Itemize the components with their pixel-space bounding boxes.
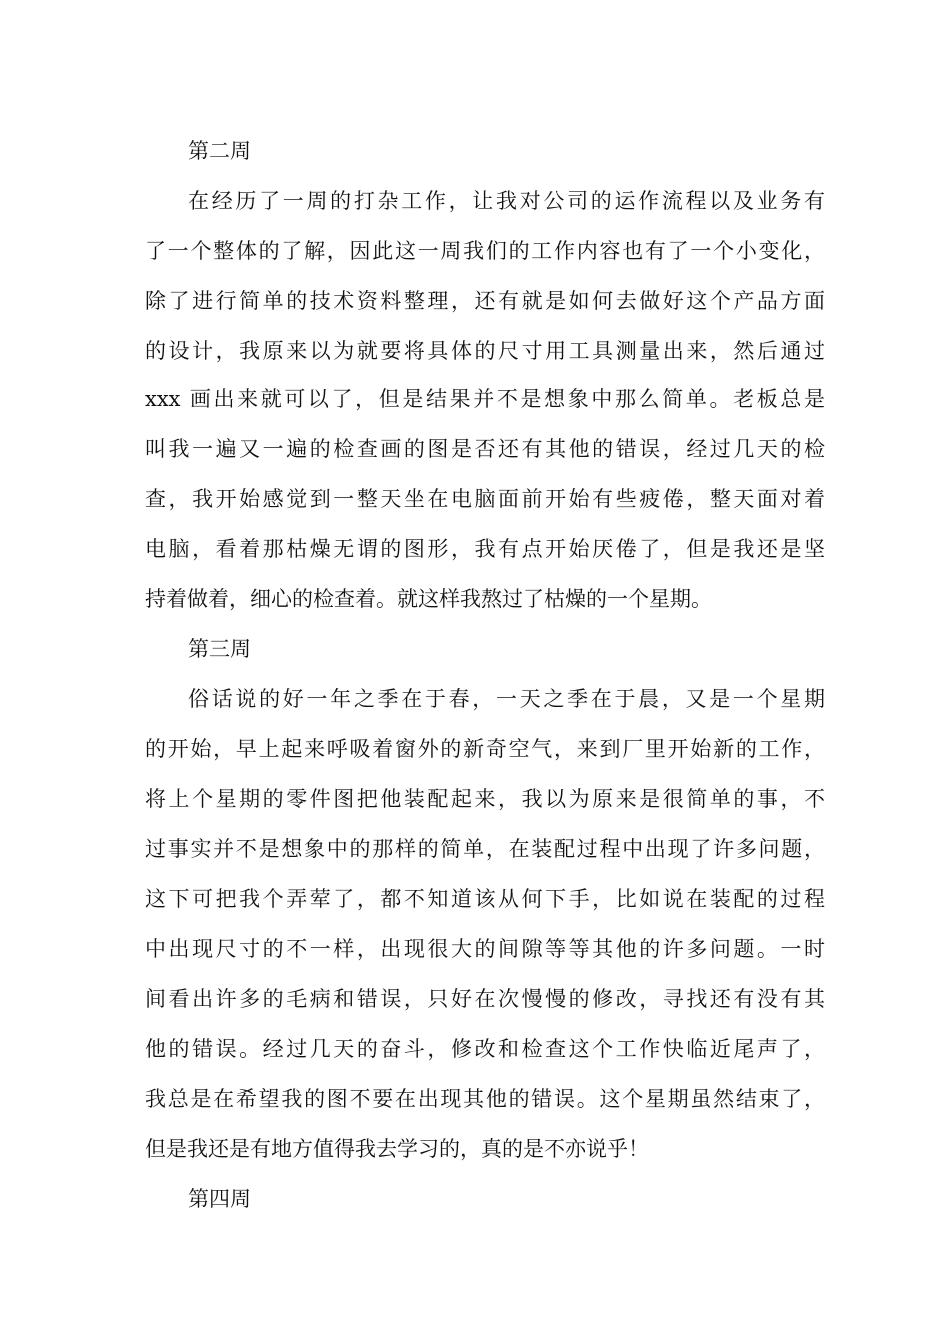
paragraph-line: 叫我一遍又一遍的检查画的图是否还有其他的错误，经过几天的检 bbox=[145, 437, 825, 461]
paragraph-line: 的开始，早上起来呼吸着窗外的新奇空气，来到厂里开始新的工作， bbox=[145, 737, 825, 761]
paragraph-line: 在经历了一周的打杂工作，让我对公司的运作流程以及业务有 bbox=[188, 189, 825, 213]
paragraph-line: 我总是在希望我的图不要在出现其他的错误。这个星期虽然结束了， bbox=[145, 1087, 825, 1111]
paragraph-line: 持着做着，细心的检查着。就这样我熬过了枯燥的一个星期。 bbox=[145, 587, 712, 611]
paragraph-line: 的设计，我原来以为就要将具体的尺寸用工具测量出来，然后通过 bbox=[145, 339, 825, 363]
paragraph-line: xxx 画出来就可以了，但是结果并不是想象中那么简单。老板总是 bbox=[145, 387, 825, 411]
paragraph-line: 查，我开始感觉到一整天坐在电脑面前开始有些疲倦，整天面对着 bbox=[145, 487, 825, 511]
section-heading-week-2: 第二周 bbox=[188, 139, 251, 163]
paragraph-line: 将上个星期的零件图把他装配起来，我以为原来是很简单的事，不 bbox=[145, 787, 825, 811]
paragraph-line: 俗话说的好一年之季在于春，一天之季在于晨，又是一个星期 bbox=[188, 687, 825, 711]
section-heading-week-4: 第四周 bbox=[188, 1187, 251, 1211]
section-heading-week-3: 第三周 bbox=[188, 637, 251, 661]
paragraph-line: 但是我还是有地方值得我去学习的，真的是不亦说乎！ bbox=[145, 1137, 649, 1161]
paragraph-line: 过事实并不是想象中的那样的简单，在装配过程中出现了许多问题， bbox=[145, 837, 825, 861]
paragraph-line: 电脑，看着那枯燥无谓的图形，我有点开始厌倦了，但是我还是坚 bbox=[145, 537, 825, 561]
paragraph-line: 间看出许多的毛病和错误，只好在次慢慢的修改，寻找还有没有其 bbox=[145, 987, 825, 1011]
paragraph-line: 除了进行简单的技术资料整理，还有就是如何去做好这个产品方面 bbox=[145, 289, 825, 313]
paragraph-line: 了一个整体的了解，因此这一周我们的工作内容也有了一个小变化， bbox=[145, 239, 825, 263]
paragraph-line: 这下可把我个弄荤了，都不知道该从何下手，比如说在装配的过程 bbox=[145, 887, 825, 911]
paragraph-line: 中出现尺寸的不一样，出现很大的间隙等等其他的许多问题。一时 bbox=[145, 937, 825, 961]
paragraph-line: 他的错误。经过几天的奋斗，修改和检查这个工作快临近尾声了， bbox=[145, 1037, 825, 1061]
